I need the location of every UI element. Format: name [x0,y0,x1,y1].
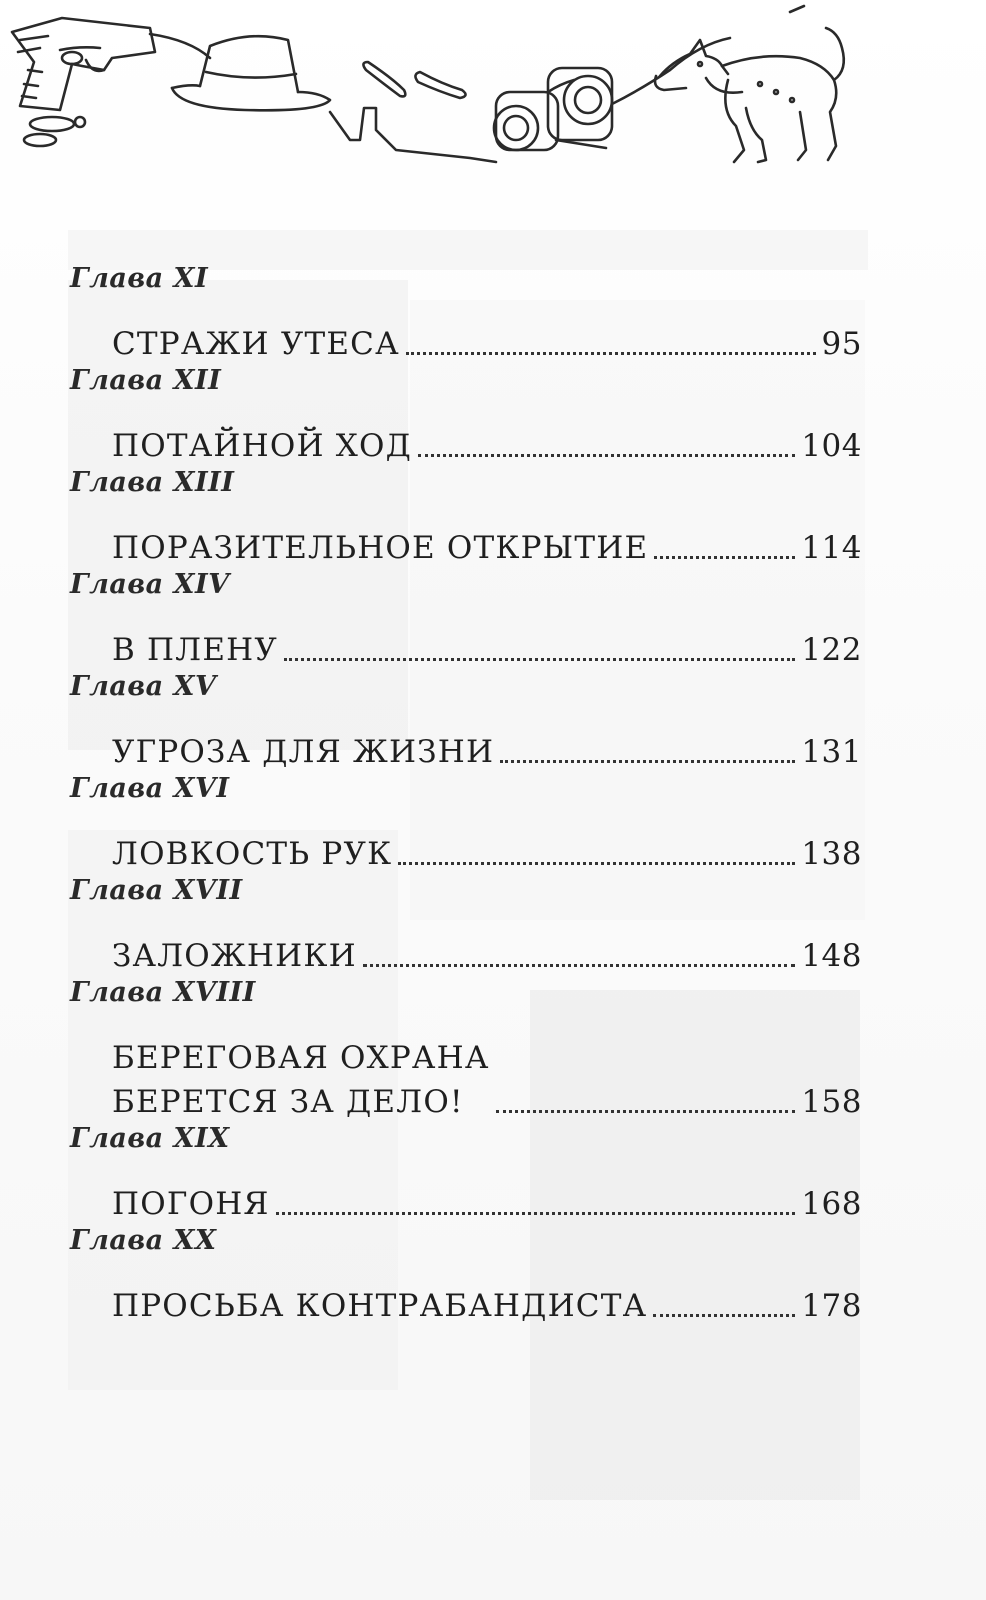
footprints-icon [363,62,465,98]
page-number: 158 [801,1084,862,1120]
toc-entry-row[interactable] [112,296,862,364]
dot-leader [418,454,795,457]
toc-entry [70,466,862,568]
chapter-title [112,936,357,976]
chapter-label: Глава XII [70,365,222,396]
toc-entry-row[interactable] [112,806,862,874]
toc-entry [70,1224,862,1326]
chapter-label: Глава XV [70,671,217,702]
binoculars-icon [494,68,612,150]
toc-entry [70,670,862,772]
path-line [330,108,496,162]
chapter-label: Глава XVIII [70,977,256,1008]
toc-entry [70,874,862,976]
chapter-label: Глава XIX [70,1123,230,1154]
chapter-title-line: ПОРАЗИТЕЛЬНОЕ ОТКРЫТИЕ [112,530,649,566]
chapter-label: Глава XIII [70,467,235,498]
chapter-label: Глава XVI [70,773,230,804]
page-number: 168 [801,1186,862,1222]
chapter-title-line: БЕРЕГОВАЯ ОХРАНА [112,1040,490,1076]
dot-leader [653,1314,795,1317]
toc-entry-row[interactable] [112,908,862,976]
toc-entry [70,772,862,874]
toc-entry-row[interactable] [112,1010,862,1122]
page-number: 148 [801,938,862,974]
chapter-title-line: ПРОСЬБА КОНТРАБАНДИСТА [112,1288,648,1324]
chapter-label: Глава XI [70,263,209,294]
toc-entry [70,976,862,1122]
page-number: 131 [801,734,862,770]
toc-entry [70,364,862,466]
chapter-title-line: ЛОВКОСТЬ РУК [112,836,393,872]
chapter-title-line: ПОТАЙНОЙ ХОД [112,428,413,464]
table-of-contents [70,262,862,1326]
chapter-title [112,1286,647,1326]
toc-entry-row[interactable] [112,398,862,466]
page-number: 104 [801,428,862,464]
dot-leader [363,964,796,967]
leash-line [612,38,730,104]
dot-leader [654,556,795,559]
dot-leader [276,1212,796,1215]
chapter-title [112,834,392,874]
rope-line [150,34,210,58]
toc-entry [70,1122,862,1224]
dot-leader [500,760,795,763]
chapter-title [112,426,412,466]
leash-line [790,6,804,12]
dot-leader [284,658,795,661]
dot-leader [406,352,816,355]
pistol-icon [12,18,155,110]
toc-entry [70,262,862,364]
chapter-title-line: ПОГОНЯ [112,1186,270,1222]
toc-entry-row[interactable] [112,500,862,568]
chapter-title-line: БЕРЕТСЯ ЗА ДЕЛО! [112,1084,464,1120]
chapter-title-line: СТРАЖИ УТЕСА [112,326,400,362]
header-illustration [0,0,986,180]
toc-entry-row[interactable] [112,602,862,670]
chapter-label: Глава XIV [70,569,230,600]
dog-icon [655,28,844,162]
page-number: 114 [801,530,862,566]
chapter-title [112,1184,270,1224]
page-number: 95 [821,326,862,362]
chapter-title [112,732,494,772]
page-number: 122 [801,632,862,668]
chapter-title [112,630,278,670]
toc-entry-row[interactable] [112,1156,862,1224]
dot-leader [496,1110,796,1113]
toc-entry-row[interactable] [112,704,862,772]
chapter-title-line: УГРОЗА ДЛЯ ЖИЗНИ [112,734,495,770]
chapter-title [112,1038,490,1122]
page-number: 178 [801,1288,862,1324]
page-number: 138 [801,836,862,872]
toc-entry [70,568,862,670]
chapter-title-line: В ПЛЕНУ [112,632,279,668]
chapter-title-line: ЗАЛОЖНИКИ [112,938,357,974]
chapter-title [112,528,648,568]
chapter-title [112,324,400,364]
chapter-label: Глава XX [70,1225,217,1256]
dot-leader [398,862,795,865]
toc-entry-row[interactable] [112,1258,862,1326]
chapter-label: Глава XVII [70,875,243,906]
